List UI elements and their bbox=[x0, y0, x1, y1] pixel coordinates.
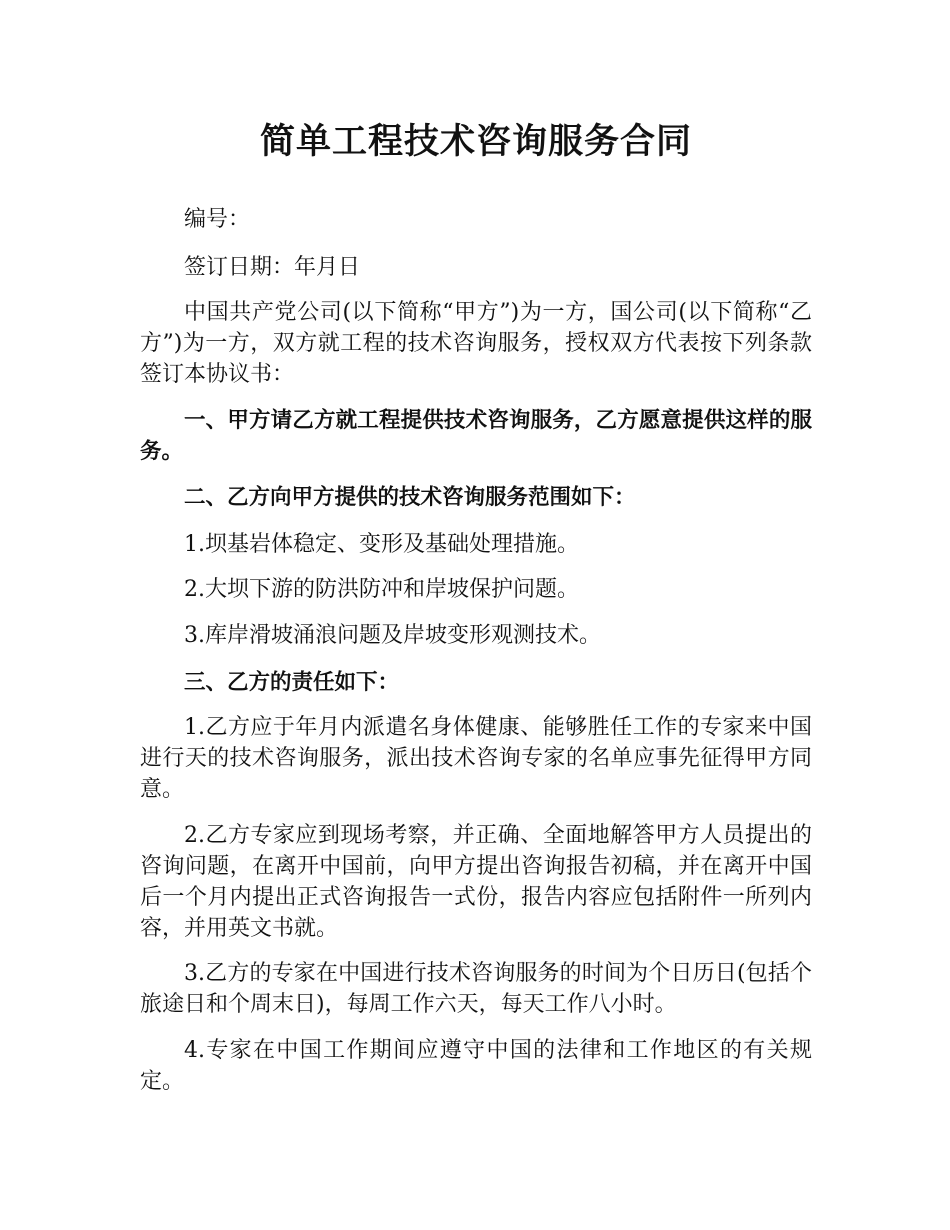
section-2-item-3: 3.库岸滑坡涌浪问题及岸坡变形观测技术。 bbox=[184, 623, 601, 648]
section-2-heading: 二、乙方向甲方提供的技术咨询服务范围如下： bbox=[184, 485, 636, 510]
section-3-heading: 三、乙方的责任如下： bbox=[184, 670, 400, 695]
section-3-item-2: 2.乙方专家应到现场考察，并正确、全面地解答甲方人员提出的咨询问题，在离开中国前，向甲方提出咨询报告初稿，并在离开中国后一个月内提出正式咨询报告一式份，报告内容应包括附件一所列内容，并用英文书就。 bbox=[140, 823, 812, 941]
preamble-paragraph: 中国共产党公司(以下简称“甲方”)为一方，国公司(以下简称“乙方”)为一方，双方就工程的技术咨询服务，授权双方代表按下列条款签订本协议书： bbox=[140, 300, 812, 387]
section-2-item-2: 2.大坝下游的防洪防冲和岸坡保护问题。 bbox=[184, 577, 579, 602]
document-title: 简单工程技术咨询服务合同 bbox=[259, 122, 692, 162]
section-1-heading: 一、甲方请乙方就工程提供技术咨询服务，乙方愿意提供这样的服务。 bbox=[140, 408, 812, 464]
section-3-item-3: 3.乙方的专家在中国进行技术咨询服务的时间为个日历日(包括个旅途日和个周末日)，每周工作六天，每天工作八小时。 bbox=[140, 961, 812, 1017]
section-2-item-1: 1.坝基岩体稳定、变形及基础处理措施。 bbox=[184, 532, 579, 557]
section-3-item-4: 4.专家在中国工作期间应遵守中国的法律和工作地区的有关规定。 bbox=[140, 1038, 812, 1094]
contract-number-label: 编号： bbox=[184, 207, 251, 232]
sign-date-label: 签订日期：年月日 bbox=[184, 255, 361, 280]
section-3-item-1: 1.乙方应于年月内派遣名身体健康、能够胜任工作的专家来中国进行天的技术咨询服务，派出技术咨询专家的名单应事先征得甲方同意。 bbox=[140, 715, 812, 802]
